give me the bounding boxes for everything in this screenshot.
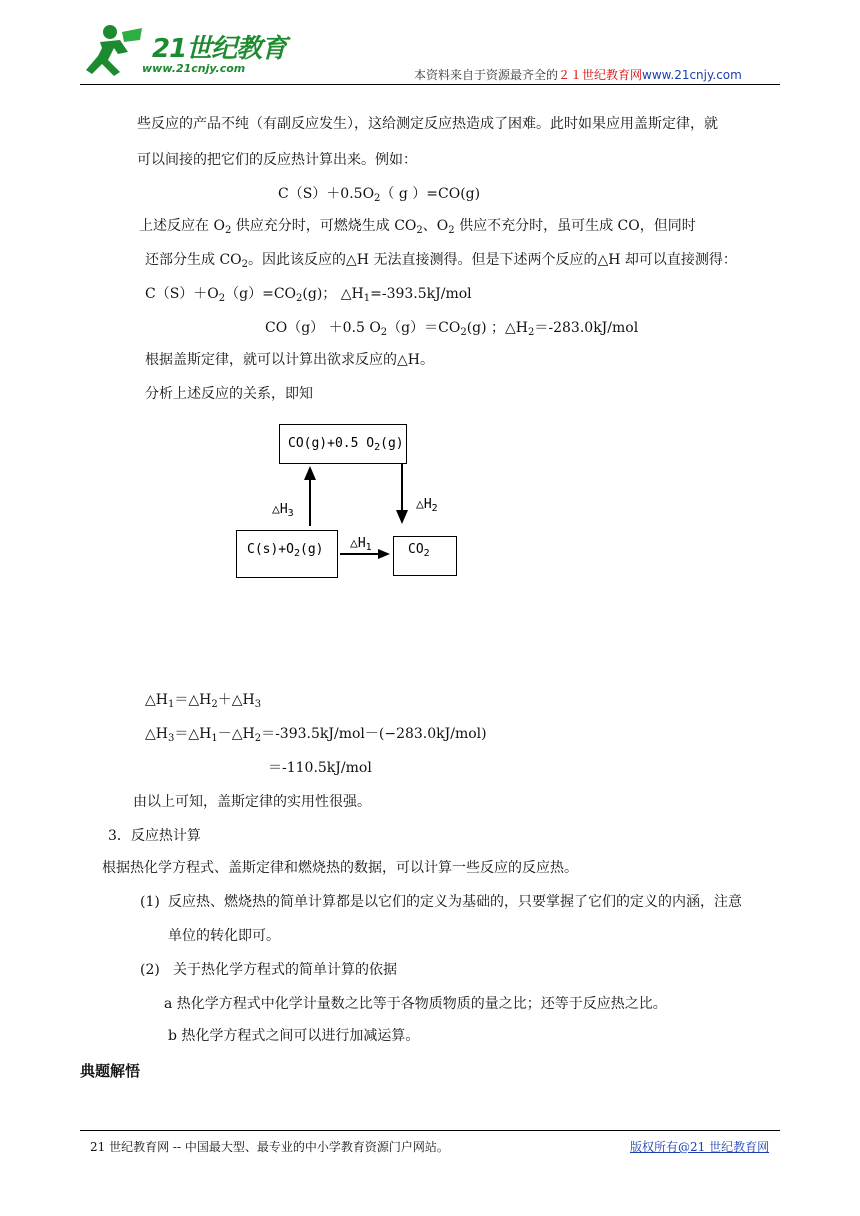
calc-line-3: ＝-110.5kJ/mol bbox=[268, 760, 372, 776]
paragraph-2: 可以间接的把它们的反应热计算出来。例如： bbox=[137, 152, 417, 168]
header-note: 本资料来自于资源最齐全的２１世纪教育网www.21cnjy.com bbox=[414, 68, 742, 82]
footer-copyright-link[interactable]: 版权所有@21 世纪教育网 bbox=[630, 1140, 770, 1154]
label-delta-h3: $\triangle H_3$ bbox=[272, 502, 294, 519]
header-url-link[interactable]: www.21cnjy.com bbox=[642, 68, 742, 82]
arrowhead-up bbox=[304, 466, 316, 480]
section-heading: 典题解悟 bbox=[80, 1062, 141, 1080]
arrowhead-right bbox=[378, 549, 390, 559]
equation-3: CO（g） ＋0.5 $O_2(g)=CO_2(g)$ ；$\triangle H_2=-283.0kJ$/mol bbox=[265, 320, 639, 338]
item-2-point-b: b 热化学方程式之间可以进行加减运算。 bbox=[168, 1028, 420, 1044]
section-3-intro: 根据热化学方程式、盖斯定律和燃烧热的数据，可以计算一些反应的反应热。 bbox=[102, 860, 578, 876]
item-1-line-2: 单位的转化即可。 bbox=[168, 928, 280, 944]
item-1-line-1: 反应热、燃烧热的简单计算都是以它们的定义为基础的，只要掌握了它们的定义的内涵，注意 bbox=[168, 894, 742, 910]
calc-line-1: $\triangle H_1=\triangle H_2+\triangle H_3$ bbox=[145, 692, 262, 710]
equation-2: $C(S)+O_2(g)=CO_2(g)$； $\triangle H_1=-393.5kJ$/mol bbox=[145, 286, 472, 304]
label-delta-h2: $\triangle H_2$ bbox=[416, 497, 438, 514]
equation-1: $C(S)+0.5O_2$（ g ）=CO(g) bbox=[278, 186, 481, 204]
item-2-number: (2) bbox=[140, 962, 160, 978]
conclusion-text: 由以上可知，盖斯定律的实用性很强。 bbox=[133, 794, 371, 810]
logo-text: 21世纪教育 bbox=[152, 34, 287, 64]
logo-url: www.21cnjy.com bbox=[142, 62, 246, 75]
item-1-number: (1) bbox=[140, 894, 160, 910]
section-3-title: 3．反应热计算 bbox=[108, 828, 201, 844]
arrowhead-down bbox=[396, 510, 408, 524]
calc-line-2: $\triangle H_3=\triangle H_1-\triangle H_2=-393.5kJ/mol-(-283.0kJ/mol)$ bbox=[145, 726, 487, 744]
paragraph-6: 分析上述反应的关系，即知 bbox=[145, 386, 313, 402]
footer-left-text: 21 世纪教育网 -- 中国最大型、最专业的中小学教育资源门户网站。 bbox=[90, 1140, 449, 1154]
paragraph-1: 些反应的产品不纯（有副反应发生），这给测定反应热造成了困难。此时如果应用盖斯定律，就 bbox=[137, 116, 718, 132]
item-2-title: 关于热化学方程式的简单计算的依据 bbox=[173, 962, 397, 978]
paragraph-3: 上述反应在 $O_2$ 供应充分时，可燃烧生成 $CO_2$、$O_2$ 供应不充分时，虽可生成 CO，但同时 bbox=[139, 218, 696, 236]
diagram-box-c-o2: $C(s)+O_2(g)$ bbox=[236, 530, 338, 578]
paragraph-5: 根据盖斯定律，就可以计算出欲求反应的△H。 bbox=[145, 352, 434, 368]
paragraph-4: 还部分生成 $CO_2$。因此该反应的△H 无法直接测得。但是下述两个反应的△H 却可以直接测得： bbox=[145, 252, 737, 270]
label-delta-h1: $\triangle H_1$ bbox=[350, 536, 372, 553]
footer-rule bbox=[80, 1130, 780, 1131]
item-2-point-a: a 热化学方程式中化学计量数之比等于各物质物质的量之比；还等于反应热之比。 bbox=[164, 996, 667, 1012]
diagram-box-co-o2: CO(g)+0.5 $O_2(g)$ bbox=[279, 424, 407, 464]
diagram-box-co2: $CO_2$ bbox=[393, 536, 457, 576]
